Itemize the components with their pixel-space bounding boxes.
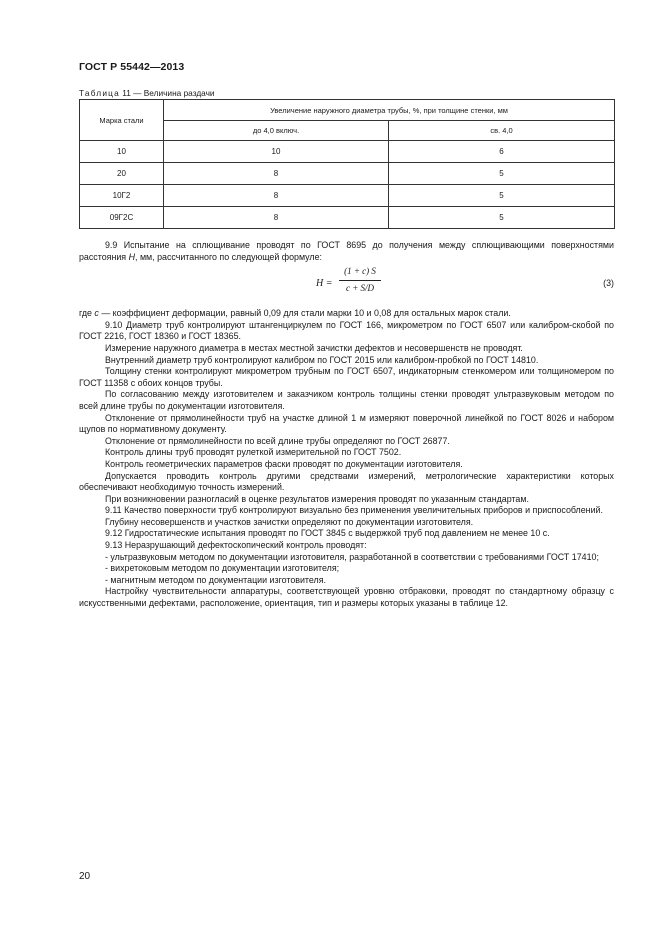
value-thick-cell: 5 bbox=[389, 207, 615, 229]
list-item: - магнитным методом по документации изготовителя. bbox=[105, 574, 326, 585]
page-number: 20 bbox=[79, 871, 91, 882]
document-body bbox=[79, 240, 614, 610]
paragraph: Контроль длины труб проводят рулеткой измерительной по ГОСТ 7502. bbox=[105, 447, 402, 458]
variable-c: c bbox=[94, 308, 99, 319]
formula-explanation bbox=[79, 308, 614, 320]
steel-grade-cell: 10Г2 bbox=[80, 185, 164, 207]
table-caption-prefix: Таблица bbox=[79, 88, 120, 98]
paragraph: Допускается проводить контроль другими средствами измерений, метрологические характеристики которых обеспечивают необходимую точность измерений. bbox=[79, 470, 614, 493]
where-text: — коэффициент деформации, равный 0,09 для стали марки 10 и 0,08 для остальных марок стали. bbox=[98, 308, 511, 319]
formula-fraction bbox=[339, 266, 381, 294]
diameter-increase-header: Увеличение наружного диаметра трубы, %, при толщине стенки, мм bbox=[164, 100, 615, 121]
clause-9-9 bbox=[79, 240, 614, 263]
paragraph: Отклонение от прямолинейности по всей длине трубы определяют по ГОСТ 26877. bbox=[105, 435, 450, 446]
paragraph: Внутренний диаметр труб контролируют калибром по ГОСТ 2015 или калибром-пробкой по ГОСТ 14810. bbox=[105, 354, 539, 365]
table-row bbox=[80, 207, 615, 229]
paragraph: 9.11 Качество поверхности труб контролируют визуально без применения увеличительных приборов и приспособлений. bbox=[105, 505, 603, 516]
paragraph: Толщину стенки контролируют микрометром трубным по ГОСТ 6507, индикаторным стенкомером или толщиномером по ГОСТ 11358 с обоих концов трубы. bbox=[79, 366, 614, 388]
paragraph: Контроль геометрических параметров фаски проводят по документации изготовителя. bbox=[105, 458, 463, 469]
list-item: - ультразвуковым методом по документации изготовителя, разработанной в соответствии с требованиями ГОСТ 17410; bbox=[105, 551, 599, 562]
value-thick-cell: 6 bbox=[389, 141, 615, 163]
paragraph: Отклонение от прямолинейности труб на участке длиной 1 м измеряют поверочной линейкой по ГОСТ 8026 и набором щупов по нормативному документу. bbox=[79, 412, 614, 435]
steel-grade-header: Марка стали bbox=[80, 100, 164, 141]
table-header-row bbox=[80, 100, 615, 121]
formula-3 bbox=[79, 265, 614, 305]
value-thin-cell: 8 bbox=[164, 185, 389, 207]
wall-thin-header: до 4,0 включ. bbox=[164, 121, 389, 141]
fraction-bar bbox=[339, 280, 381, 281]
table-row bbox=[80, 163, 615, 185]
steel-grade-cell: 09Г2С bbox=[80, 207, 164, 229]
steel-grade-cell: 20 bbox=[80, 163, 164, 185]
table-row bbox=[80, 185, 615, 207]
formula-number: (3) bbox=[603, 278, 614, 289]
variable-h: H bbox=[128, 251, 136, 262]
formula-denominator: c + S/D bbox=[345, 282, 375, 293]
table-caption bbox=[79, 88, 215, 98]
list-item: - вихретоковым методом по документации изготовителя; bbox=[105, 563, 340, 574]
steel-grade-cell: 10 bbox=[80, 141, 164, 163]
wall-thick-header: св. 4,0 bbox=[389, 121, 615, 141]
document-header: ГОСТ Р 55442—2013 bbox=[79, 61, 185, 73]
formula-lhs: H = bbox=[316, 278, 333, 290]
paragraph: 9.12 Гидростатические испытания проводят по ГОСТ 3845 с выдержкой труб под давлением не менее 10 с. bbox=[105, 528, 550, 539]
value-thick-cell: 5 bbox=[389, 185, 615, 207]
paragraph: 9.13 Неразрушающий дефектоскопический контроль проводят: bbox=[105, 540, 367, 551]
table-row bbox=[80, 141, 615, 163]
clause-9-9-text-end: , мм, рассчитанного по следующей формуле: bbox=[135, 251, 322, 262]
value-thick-cell: 5 bbox=[389, 163, 615, 185]
paragraph: При возникновении разногласий в оценке результатов измерения проводят по указанным стандартам. bbox=[105, 493, 529, 504]
paragraph: 9.10 Диаметр труб контролируют штангенциркулем по ГОСТ 166, микрометром по ГОСТ 6507 или калибром-скобой по ГОСТ 2216, ГОСТ 18360 и ГОСТ 18365. bbox=[79, 319, 614, 342]
clause-9-9-text: 9.9 Испытание на сплющивание проводят по ГОСТ 8695 до получения между сплющивающими поверхностями расстояния bbox=[79, 240, 614, 262]
where-label: где bbox=[79, 308, 95, 319]
paragraph: Настройку чувствительности аппаратуры, соответствующей уровню отбраковки, проводят по стандартному образцу с искусственными дефектами, расположение, ориентация, тип и размеры которых указаны в таблице 12. bbox=[79, 586, 614, 609]
table-caption-title: 11 — Величина раздачи bbox=[119, 88, 215, 98]
expansion-table bbox=[79, 99, 615, 229]
paragraph: По согласованию между изготовителем и заказчиком контроль толщины стенки проводят ультразвуковым методом по всей длине трубы по документации изготовителя. bbox=[79, 389, 614, 411]
value-thin-cell: 10 bbox=[164, 141, 389, 163]
value-thin-cell: 8 bbox=[164, 163, 389, 185]
paragraph: Измерение наружного диаметра в местах местной зачистки дефектов и несовершенств не проводят. bbox=[105, 342, 523, 353]
formula-numerator: (1 + c) S bbox=[344, 266, 376, 277]
paragraph: Глубину несовершенств и участков зачистки определяют по документации изготовителя. bbox=[105, 516, 474, 527]
value-thin-cell: 8 bbox=[164, 207, 389, 229]
